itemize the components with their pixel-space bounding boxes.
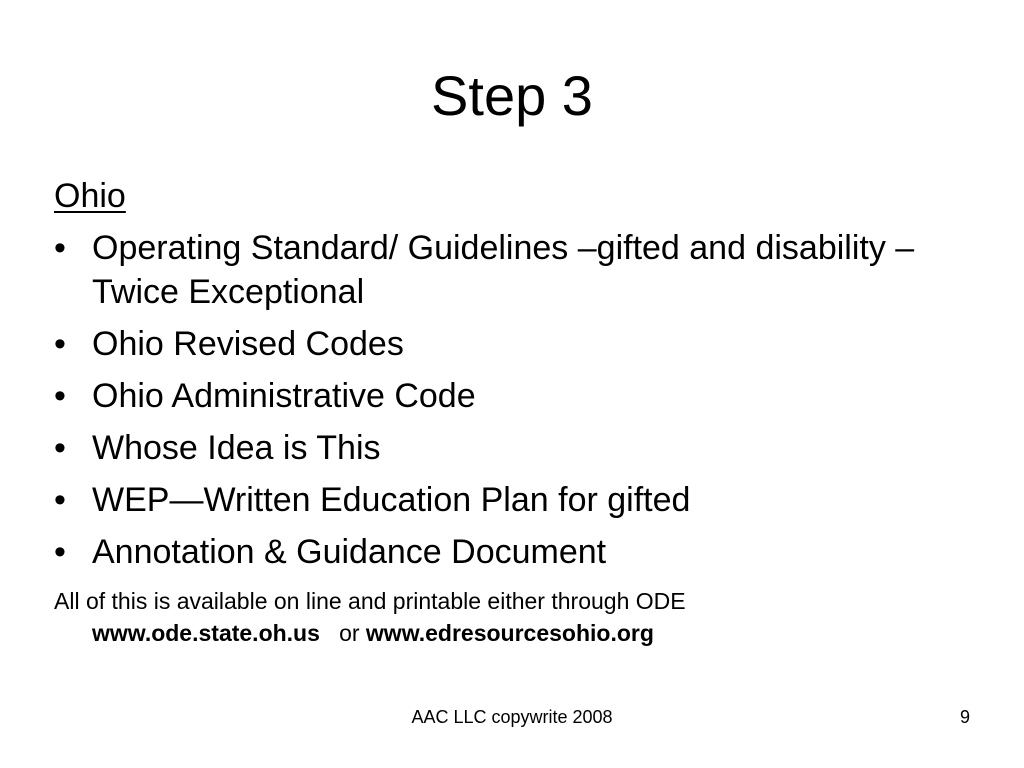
edresources-website-link: www.edresourcesohio.org (365, 620, 654, 646)
bullet-marker: • (54, 229, 66, 267)
bullet-item (54, 426, 954, 470)
bullet-marker: • (54, 533, 66, 571)
bullet-marker: • (54, 377, 66, 415)
bullet-item (54, 322, 954, 366)
bullet-item (54, 530, 954, 574)
bullet-text: Ohio Revised Codes (92, 325, 404, 363)
bullet-marker: • (54, 429, 66, 467)
bullet-item (54, 226, 954, 314)
bullet-item (54, 478, 954, 522)
bullet-list (54, 226, 954, 582)
note-text: All of this is available on line and printable either through ODE (54, 588, 686, 614)
availability-note (54, 585, 954, 649)
bullet-text: Whose Idea is This (92, 429, 381, 467)
bullet-text: WEP—Written Education Plan for gifted (92, 481, 691, 519)
bullet-marker: • (54, 325, 66, 363)
bullet-text: Operating Standard/ Guidelines –gifted and disability –Twice Exceptional (92, 229, 915, 311)
footer-copyright: AAC LLC copywrite 2008 (411, 707, 613, 727)
note-links-line (54, 617, 954, 649)
note-connector: or (339, 620, 360, 646)
bullet-text: Annotation & Guidance Document (92, 533, 607, 571)
page-number: 9 (959, 707, 970, 727)
slide-title: Step 3 (431, 64, 593, 127)
bullet-marker: • (54, 481, 66, 519)
bullet-text: Ohio Administrative Code (92, 377, 476, 415)
section-heading: Ohio (54, 177, 126, 215)
bullet-item (54, 374, 954, 418)
ode-website-link: www.ode.state.oh.us (92, 620, 320, 646)
